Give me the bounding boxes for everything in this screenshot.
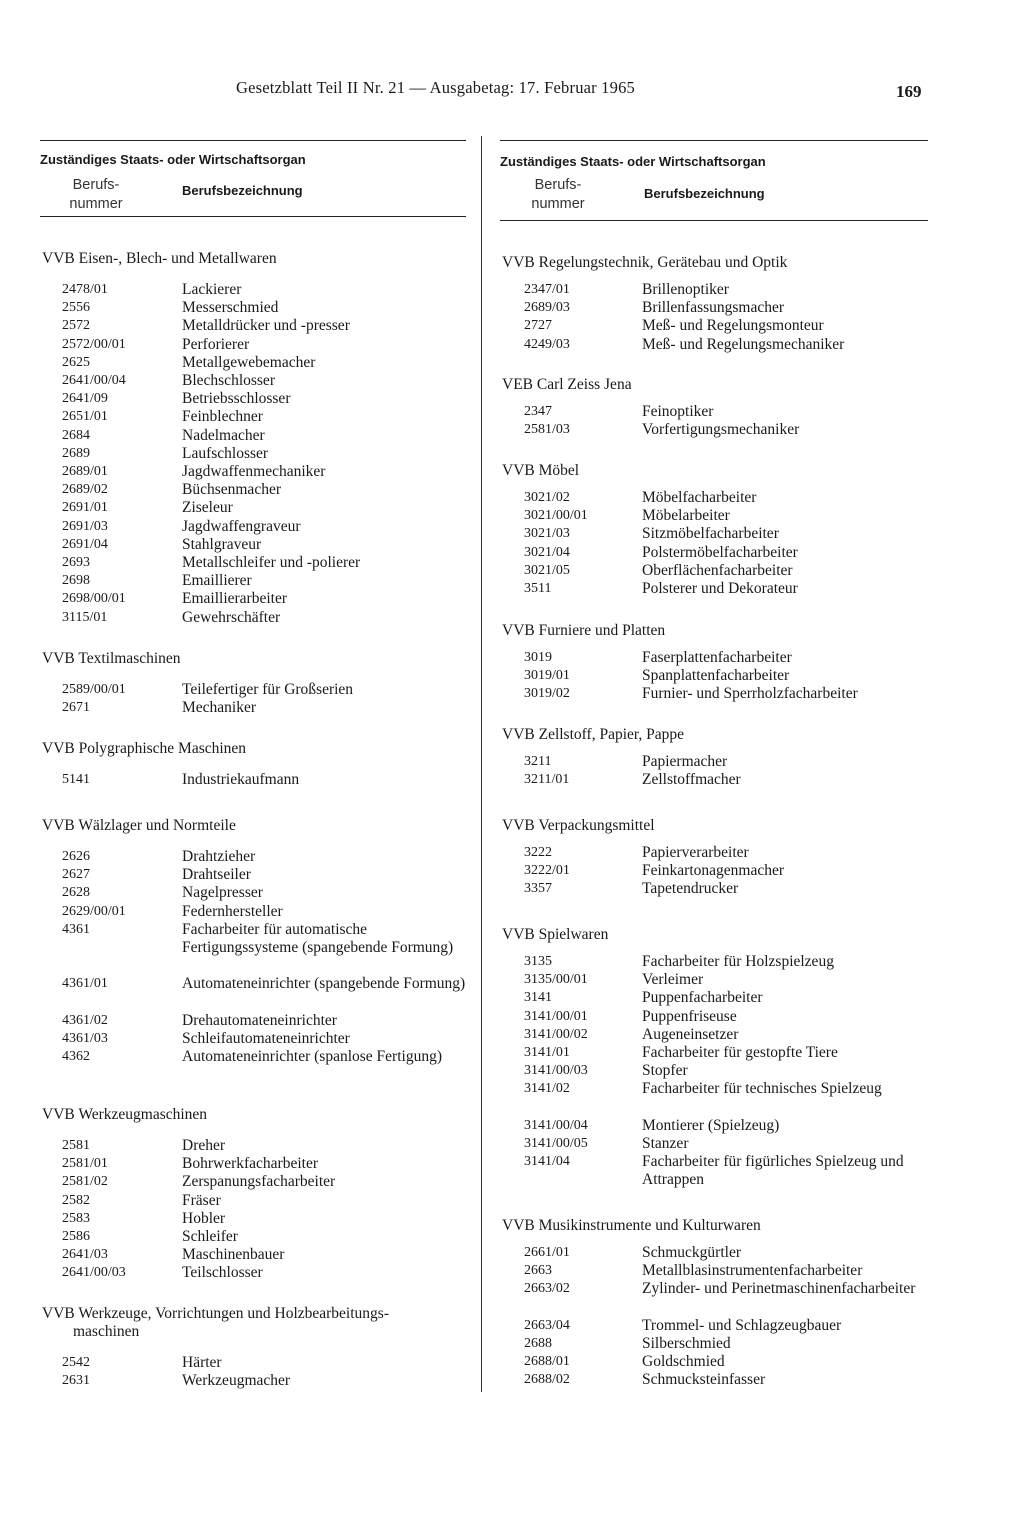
berufsbezeichnung: Goldschmied	[642, 1353, 725, 1371]
berufsnummer: 4361/03	[62, 1031, 108, 1046]
berufsnummer: 2572	[62, 318, 90, 334]
name-heading: Berufsbezeichnung	[644, 186, 765, 201]
berufsbezeichnung: Meß- und Regelungsmonteur	[642, 317, 824, 335]
berufsbezeichnung: Federnhersteller	[182, 902, 283, 920]
berufsbezeichnung: Verleimer	[642, 971, 704, 989]
berufsbezeichnung: Feinblechner	[182, 408, 263, 426]
page-number: 169	[896, 82, 922, 101]
berufsnummer: 3511	[524, 581, 552, 596]
section-title: VVB Wälzlager und Normteile	[42, 817, 236, 834]
berufsnummer: 3115/01	[62, 609, 108, 625]
section-title: VVB Textilmaschinen	[42, 650, 181, 667]
berufsnummer: 4362	[62, 1049, 90, 1065]
number-heading: Berufs- nummer	[531, 177, 585, 212]
berufsbezeichnung: Zellstoffmacher	[642, 771, 741, 789]
berufsbezeichnung: Papierverarbeiter	[642, 844, 749, 861]
berufsbezeichnung: Spanplattenfacharbeiter	[642, 667, 790, 685]
berufsnummer: 2641/03	[62, 1247, 108, 1263]
section-title: VVB Musikinstrumente und Kulturwaren	[502, 1217, 761, 1234]
berufsbezeichnung: Augeneinsetzer	[642, 1025, 739, 1043]
berufsnummer: 2626	[62, 849, 90, 864]
berufsnummer: 3211/01	[524, 772, 570, 788]
berufsnummer: 5141	[62, 772, 90, 787]
berufsbezeichnung: Drahtzieher	[182, 848, 256, 865]
berufsnummer: 2347/01	[524, 282, 570, 297]
berufsnummer: 2581/02	[62, 1174, 108, 1190]
berufsbezeichnung: Lackierer	[182, 281, 242, 298]
berufsbezeichnung: Feinoptiker	[642, 403, 714, 420]
berufsnummer: 2641/00/03	[62, 1265, 126, 1281]
berufsbezeichnung: Gewehrschäfter	[182, 608, 281, 626]
berufsbezeichnung: Polstermöbelfacharbeiter	[642, 543, 798, 561]
berufsbezeichnung: Puppenfriseuse	[642, 1007, 737, 1025]
berufsbezeichnung: Drahtseiler	[182, 866, 251, 884]
berufsbezeichnung: Teilschlosser	[182, 1264, 263, 1282]
berufsnummer: 2556	[62, 300, 90, 316]
berufsnummer: 3211	[524, 754, 552, 769]
berufsnummer: 2689	[62, 445, 90, 461]
berufsnummer: 3222/01	[524, 863, 570, 879]
berufsbezeichnung: Stanzer	[642, 1135, 689, 1152]
berufsnummer: 2478/01	[62, 282, 108, 297]
berufsnummer: 2542	[62, 1355, 90, 1370]
berufsnummer: 3021/04	[524, 544, 570, 560]
berufsnummer: 2691/03	[62, 518, 108, 534]
berufsbezeichnung: Metallschleifer und -polierer	[182, 554, 361, 571]
berufsnummer: 3021/03	[524, 526, 570, 542]
berufsbezeichnung: Papiermacher	[642, 753, 728, 770]
berufsnummer: 2698/00/01	[62, 591, 126, 607]
berufsbezeichnung: Meß- und Regelungsmechaniker	[642, 335, 845, 353]
berufsnummer: 3019/01	[524, 668, 570, 684]
section-title: VVB Möbel	[502, 462, 580, 479]
berufsnummer: 3141/04	[524, 1154, 570, 1170]
section-title: VVB Verpackungsmittel	[502, 817, 655, 834]
berufsnummer: 2688	[524, 1336, 552, 1351]
berufsbezeichnung: Furnier- und Sperrholzfacharbeiter	[642, 685, 858, 703]
berufsnummer: 2631	[62, 1373, 90, 1389]
berufsbezeichnung: Drehautomateneinrichter	[182, 1011, 337, 1029]
berufsbezeichnung: Zerspanungsfacharbeiter	[182, 1173, 336, 1191]
berufsnummer: 2688/02	[524, 1372, 570, 1388]
berufsbezeichnung: Facharbeiter für figürliches Spielzeug und Attrappen	[642, 1153, 904, 1189]
section-title: VVB Furniere und Platten	[502, 622, 666, 639]
berufsnummer: 2689/01	[62, 464, 108, 479]
berufsbezeichnung: Brillenfassungsmacher	[642, 299, 785, 317]
berufsbezeichnung: Fräser	[182, 1191, 221, 1209]
berufsnummer: 2641/09	[62, 391, 108, 407]
section-title: VVB Werkzeuge, Vorrichtungen und Holzbearbeitungs- maschinen	[42, 1305, 389, 1340]
berufsbezeichnung: Metallgewebemacher	[182, 353, 316, 371]
column-divider	[481, 136, 482, 1392]
berufsbezeichnung: Metalldrücker und -presser	[182, 317, 350, 335]
berufsnummer: 4249/03	[524, 336, 570, 352]
berufsnummer: 2663/02	[524, 1281, 570, 1297]
berufsbezeichnung: Schleifer	[182, 1228, 238, 1245]
berufsbezeichnung: Nadelmacher	[182, 426, 265, 444]
page-header: Gesetzblatt Teil II Nr. 21 — Ausgabetag: 17. Februar 1965	[236, 78, 635, 97]
berufsbezeichnung: Ziseleur	[182, 499, 233, 517]
berufsnummer: 3019/02	[524, 686, 570, 702]
berufsnummer: 3021/00/01	[524, 508, 588, 524]
section-title: VVB Regelungstechnik, Gerätebau und Optik	[502, 254, 788, 271]
berufsnummer: 2691/04	[62, 536, 108, 552]
berufsnummer: 2727	[524, 318, 552, 334]
berufsnummer: 2688/01	[524, 1354, 570, 1370]
berufsnummer: 2641/00/04	[62, 373, 126, 388]
berufsnummer: 2589/00/01	[62, 682, 126, 697]
berufsbezeichnung: Emaillierarbeiter	[182, 590, 287, 608]
berufsbezeichnung: Jagdwaffengraveur	[182, 517, 301, 535]
berufsnummer: 2689/03	[524, 300, 570, 316]
berufsnummer: 3141/02	[524, 1081, 570, 1097]
berufsnummer: 2691/01	[62, 500, 108, 516]
berufsnummer: 3141/00/01	[524, 1008, 588, 1024]
berufsnummer: 3021/02	[524, 490, 570, 505]
berufsnummer: 3222	[524, 845, 552, 860]
section-title: VVB Spielwaren	[502, 926, 609, 943]
berufsbezeichnung: Nagelpresser	[182, 884, 263, 902]
berufsnummer: 2627	[62, 867, 90, 883]
berufsnummer: 2671	[62, 700, 90, 716]
berufsnummer: 2651/01	[62, 409, 108, 425]
berufsnummer: 2661/01	[524, 1245, 570, 1260]
section-title: VVB Werkzeugmaschinen	[42, 1106, 208, 1123]
berufsbezeichnung: Automateneinrichter (spanlose Fertigung)	[182, 1048, 442, 1066]
berufsnummer: 4361/02	[62, 1012, 108, 1028]
berufsbezeichnung: Stahlgraveur	[182, 535, 262, 553]
berufsnummer: 2572/00/01	[62, 336, 126, 352]
berufsbezeichnung: Härter	[182, 1354, 222, 1371]
berufsnummer: 3141/00/03	[524, 1063, 588, 1079]
berufsnummer: 2629/00/01	[62, 903, 126, 919]
berufsbezeichnung: Vorfertigungsmechaniker	[642, 421, 800, 439]
berufsbezeichnung: Sitzmöbelfacharbeiter	[642, 525, 779, 543]
berufsbezeichnung: Facharbeiter für automatische Fertigungssysteme (spangebende Formung)	[182, 920, 454, 956]
berufsnummer: 3141/01	[524, 1045, 570, 1060]
berufsnummer: 2581/01	[62, 1156, 108, 1172]
berufsnummer: 3135	[524, 954, 552, 969]
berufsbezeichnung: Metallblasinstrumentenfacharbeiter	[642, 1262, 863, 1280]
berufsbezeichnung: Mechaniker	[182, 699, 257, 717]
berufsbezeichnung: Industriekaufmann	[182, 771, 300, 788]
berufsbezeichnung: Facharbeiter für gestopfte Tiere	[642, 1044, 838, 1061]
organ-heading: Zuständiges Staats- oder Wirtschaftsorgan	[500, 154, 766, 169]
berufsnummer: 3141/00/02	[524, 1026, 588, 1042]
berufsbezeichnung: Trommel- und Schlagzeugbauer	[642, 1316, 842, 1334]
berufsbezeichnung: Teilefertiger für Großserien	[182, 681, 354, 698]
berufsbezeichnung: Dreher	[182, 1137, 226, 1154]
berufsnummer: 2347	[524, 404, 552, 419]
berufsbezeichnung: Stopfer	[642, 1062, 688, 1080]
berufsbezeichnung: Blechschlosser	[182, 372, 275, 389]
berufsbezeichnung: Facharbeiter für technisches Spielzeug	[642, 1080, 882, 1098]
berufsbezeichnung: Montierer (Spielzeug)	[642, 1116, 780, 1134]
berufsbezeichnung: Hobler	[182, 1209, 226, 1227]
berufsnummer: 4361	[62, 921, 90, 937]
berufsbezeichnung: Feinkartonagenmacher	[642, 862, 785, 880]
berufsbezeichnung: Messerschmied	[182, 299, 279, 317]
berufsbezeichnung: Emaillierer	[182, 572, 252, 590]
berufsbezeichnung: Silberschmied	[642, 1335, 731, 1352]
section-title: VEB Carl Zeiss Jena	[502, 376, 632, 393]
berufsnummer: 3141	[524, 990, 552, 1006]
section-title: VVB Polygraphische Maschinen	[42, 740, 247, 757]
berufsnummer: 2581	[62, 1138, 90, 1153]
berufsbezeichnung: Schleifautomateneinrichter	[182, 1030, 350, 1047]
berufsnummer: 2628	[62, 885, 90, 901]
table-head-top-rule	[500, 140, 928, 141]
berufsbezeichnung: Möbelarbeiter	[642, 507, 730, 525]
berufsnummer: 4361/01	[62, 976, 108, 992]
berufsbezeichnung: Laufschlosser	[182, 444, 269, 462]
berufsnummer: 3357	[524, 881, 552, 897]
berufsbezeichnung: Facharbeiter für Holzspielzeug	[642, 953, 834, 970]
berufsbezeichnung: Zylinder- und Perinetmaschinenfacharbeiter	[642, 1280, 916, 1298]
berufsnummer: 2582	[62, 1192, 90, 1208]
berufsnummer: 2625	[62, 354, 90, 370]
berufsbezeichnung: Betriebsschlosser	[182, 390, 291, 408]
berufsbezeichnung: Maschinenbauer	[182, 1246, 285, 1264]
berufsnummer: 2693	[62, 555, 90, 570]
berufsbezeichnung: Polsterer und Dekorateur	[642, 580, 798, 597]
section-title: VVB Eisen-, Blech- und Metallwaren	[42, 250, 277, 267]
berufsbezeichnung: Automateneinrichter (spangebende Formung)	[182, 975, 466, 993]
berufsnummer: 2689/02	[62, 482, 108, 498]
berufsnummer: 2586	[62, 1229, 90, 1244]
berufsbezeichnung: Schmuckgürtler	[642, 1244, 742, 1261]
berufsbezeichnung: Bohrwerkfacharbeiter	[182, 1155, 318, 1173]
berufsnummer: 3141/00/05	[524, 1136, 588, 1151]
berufsnummer: 2583	[62, 1210, 90, 1226]
berufsbezeichnung: Tapetendrucker	[642, 880, 739, 898]
berufsnummer: 3021/05	[524, 562, 570, 578]
table-head-bottom-rule	[500, 220, 928, 221]
berufsbezeichnung: Faserplattenfacharbeiter	[642, 649, 792, 666]
berufsbezeichnung: Brillenoptiker	[642, 281, 729, 298]
section-title: VVB Zellstoff, Papier, Pappe	[502, 726, 685, 743]
berufsbezeichnung: Werkzeugmacher	[182, 1372, 291, 1390]
table-head-bottom-rule	[40, 216, 466, 217]
berufsnummer: 2698	[62, 573, 90, 589]
berufsbezeichnung: Möbelfacharbeiter	[642, 489, 757, 506]
berufsbezeichnung: Oberflächenfacharbeiter	[642, 561, 793, 579]
berufsnummer: 2663	[524, 1263, 552, 1279]
berufsbezeichnung: Büchsenmacher	[182, 481, 281, 499]
berufsnummer: 2684	[62, 427, 90, 443]
berufsnummer: 2663/04	[524, 1317, 570, 1333]
berufsnummer: 3019	[524, 650, 552, 665]
berufsnummer: 3141/00/04	[524, 1117, 588, 1133]
berufsnummer: 3135/00/01	[524, 972, 588, 988]
berufsbezeichnung: Jagdwaffenmechaniker	[182, 463, 326, 480]
number-heading: Berufs- nummer	[69, 177, 123, 212]
berufsnummer: 2581/03	[524, 422, 570, 438]
berufsbezeichnung: Perforierer	[182, 335, 250, 353]
berufsbezeichnung: Schmucksteinfasser	[642, 1371, 766, 1389]
table-head-top-rule	[40, 140, 466, 141]
organ-heading: Zuständiges Staats- oder Wirtschaftsorgan	[40, 152, 306, 167]
berufsbezeichnung: Puppenfacharbeiter	[642, 989, 763, 1007]
name-heading: Berufsbezeichnung	[182, 183, 303, 198]
